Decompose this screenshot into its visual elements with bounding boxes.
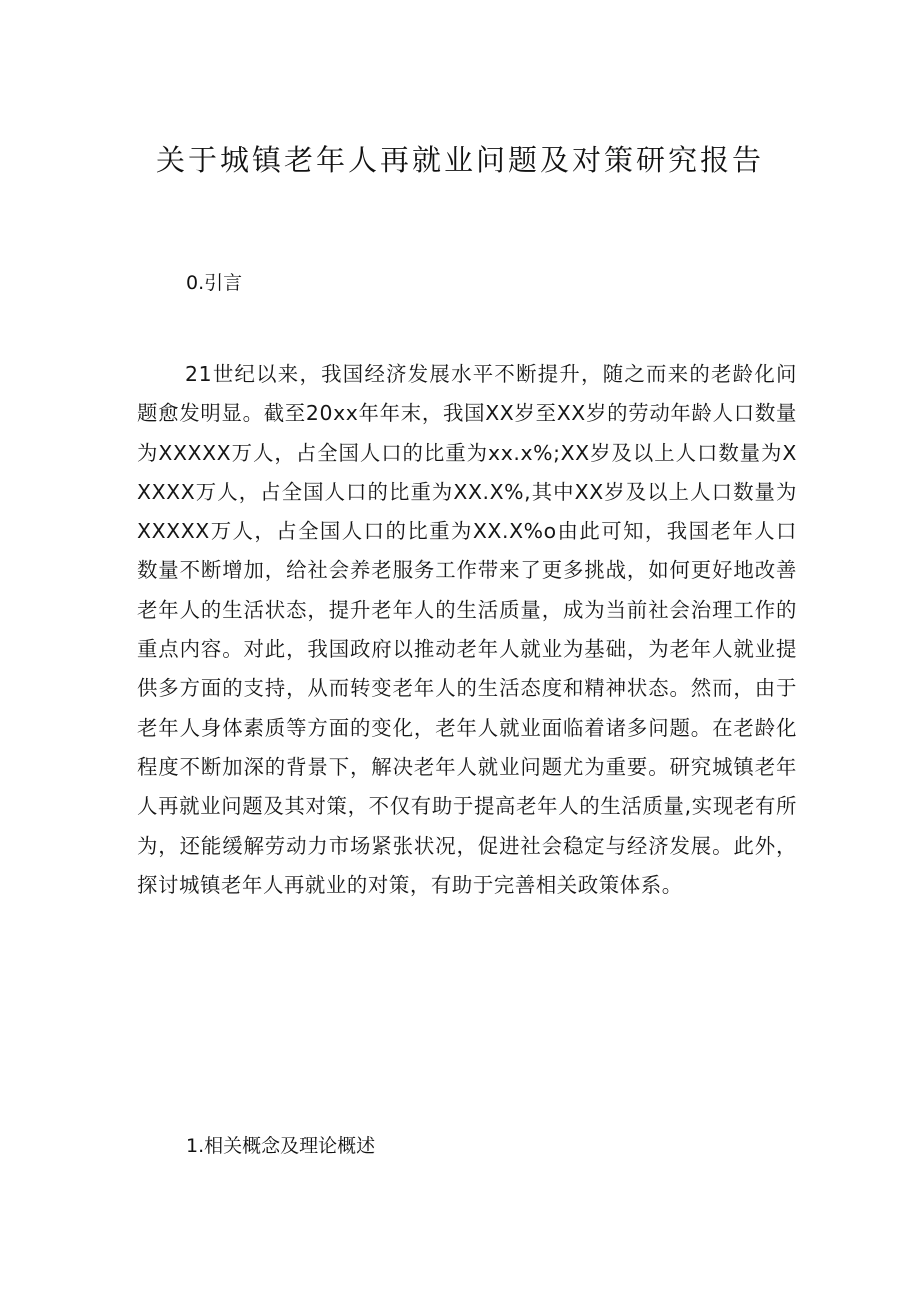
- introduction-paragraph: 21世纪以来，我国经济发展水平不断提升，随之而来的老龄化问题愈发明显。截至20xx年年末，我国XX岁至XX岁的劳动年龄人口数量为XXXXX万人，占全国人口的比重为xx.x%;XX岁及以上人口数量为XXXXX万人，占全国人口的比重为XX.X%,其中XX岁及以上人口数量为XXXXX万人，占全国人口的比重为XX.X%o由此可知，我国老年人口数量不断增加，给社会养老服务工作带来了更多挑战，如何更好地改善老年人的生活状态，提升老年人的生活质量，成为当前社会治理工作的重点内容。对此，我国政府以推动老年人就业为基础，为老年人就业提供多方面的支持，从而转变老年人的生活态度和精神状态。然而，由于老年人身体素质等方面的变化，老年人就业面临着诸多问题。在老龄化程度不断加深的背景下，解决老年人就业问题尤为重要。研究城镇老年人再就业问题及其对策，不仅有助于提高老年人的生活质量,实现老有所为，还能缓解劳动力市场紧张状况，促进社会稳定与经济发展。此外，探讨城镇老年人再就业的对策，有助于完善相关政策体系。: [137, 362, 797, 897]
- document-title: 关于城镇老年人再就业问题及对策研究报告: [155, 143, 764, 177]
- section-heading-introduction: 0.引言: [186, 272, 243, 294]
- section-heading-concepts: 1.相关概念及理论概述: [186, 1135, 376, 1157]
